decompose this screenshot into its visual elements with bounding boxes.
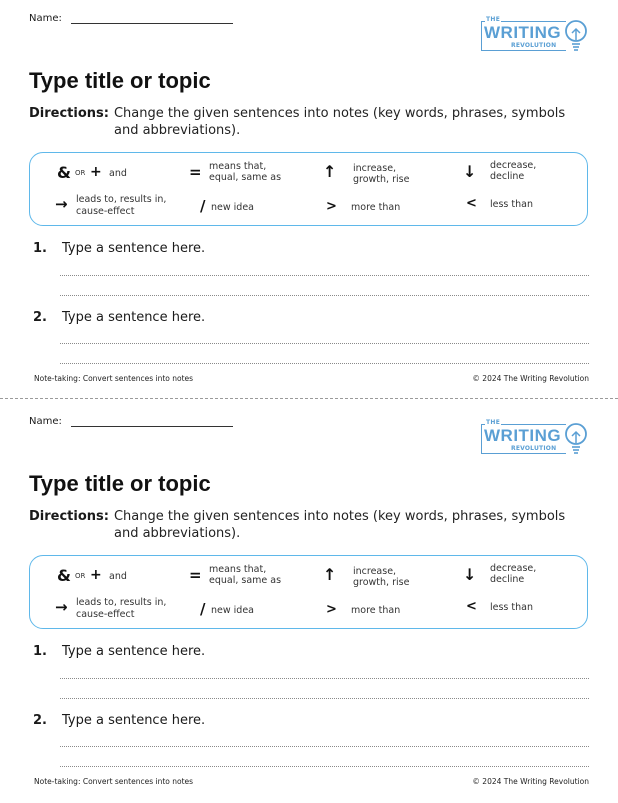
answer-line[interactable]: [60, 698, 589, 699]
ampersand-symbol: &: [57, 163, 71, 182]
directions-label: Directions:: [29, 106, 109, 121]
lightbulb-icon: [564, 19, 588, 53]
more-than-label: more than: [351, 605, 401, 616]
item-number: 1.: [33, 241, 47, 256]
more-than-label: more than: [351, 202, 401, 213]
less-than-label: less than: [490, 602, 533, 613]
plus-symbol: +: [90, 567, 102, 583]
cut-line: [0, 398, 618, 399]
footer-copyright: © 2024 The Writing Revolution: [472, 374, 589, 383]
directions-text: Change the given sentences into notes (key words, phrases, symbols and abbreviations).: [113, 509, 566, 541]
decrease-label-1: decrease,: [490, 563, 537, 574]
equals-label-1: means that,: [209, 564, 267, 575]
decrease-label-2: decline: [490, 171, 525, 182]
answer-line[interactable]: [60, 746, 589, 747]
logo-word: WRITING: [484, 426, 562, 445]
equals-label-1: means that,: [209, 161, 267, 172]
new-idea-label: new idea: [211, 605, 254, 616]
leads-to-label-1: leads to, results in,: [76, 597, 167, 608]
equals-label-2: equal, same as: [209, 172, 282, 183]
item-sentence[interactable]: Type a sentence here.: [62, 713, 206, 728]
sentence-item: [33, 644, 205, 659]
sentence-item: [33, 241, 205, 256]
slash-symbol: /: [200, 600, 206, 618]
plus-symbol: +: [90, 164, 102, 180]
new-idea-label: new idea: [211, 202, 254, 213]
footer-title: Note-taking: Convert sentences into notes: [34, 777, 194, 786]
name-input-line[interactable]: [71, 416, 233, 427]
equals-label-2: equal, same as: [209, 575, 282, 586]
and-label: and: [109, 168, 127, 179]
writing-revolution-logo: [481, 420, 591, 456]
down-arrow-icon: ↓: [463, 162, 477, 181]
leads-to-label-2: cause-effect: [76, 206, 135, 217]
worksheet-bottom: [0, 403, 618, 803]
name-row: [29, 13, 233, 24]
directions: [29, 508, 589, 542]
page-title: Type title or topic: [29, 471, 211, 496]
symbol-key-box: [29, 152, 588, 226]
less-than-symbol: <: [466, 196, 477, 211]
greater-than-symbol: >: [326, 199, 337, 214]
footer-copyright: © 2024 The Writing Revolution: [472, 777, 589, 786]
name-label: Name:: [29, 416, 62, 427]
decrease-label-1: decrease,: [490, 160, 537, 171]
answer-line[interactable]: [60, 766, 589, 767]
item-sentence[interactable]: Type a sentence here.: [62, 644, 206, 659]
right-arrow-icon: →: [55, 195, 68, 213]
logo-word: WRITING: [484, 23, 562, 42]
answer-line[interactable]: [60, 678, 589, 679]
or-label: OR: [75, 169, 86, 177]
footer-title: Note-taking: Convert sentences into notes: [34, 374, 194, 383]
name-input-line[interactable]: [71, 13, 233, 24]
item-number: 2.: [33, 713, 47, 728]
writing-revolution-logo: [481, 17, 591, 53]
logo-sub: REVOLUTION: [511, 445, 557, 452]
greater-than-symbol: >: [326, 602, 337, 617]
name-row: [29, 416, 233, 427]
item-sentence[interactable]: Type a sentence here.: [62, 241, 206, 256]
directions-label: Directions:: [29, 509, 109, 524]
increase-label-2: growth, rise: [353, 577, 410, 588]
directions-text: Change the given sentences into notes (key words, phrases, symbols and abbreviations).: [113, 106, 566, 138]
ampersand-symbol: &: [57, 566, 71, 585]
right-arrow-icon: →: [55, 598, 68, 616]
answer-line[interactable]: [60, 275, 589, 276]
down-arrow-icon: ↓: [463, 565, 477, 584]
page-title: Type title or topic: [29, 68, 211, 93]
answer-line[interactable]: [60, 343, 589, 344]
slash-symbol: /: [200, 197, 206, 215]
logo-sub: REVOLUTION: [511, 42, 557, 49]
less-than-label: less than: [490, 199, 533, 210]
leads-to-label-1: leads to, results in,: [76, 194, 167, 205]
or-label: OR: [75, 572, 86, 580]
less-than-symbol: <: [466, 599, 477, 614]
sentence-item: [33, 713, 205, 728]
item-sentence[interactable]: Type a sentence here.: [62, 310, 206, 325]
worksheet-top: [0, 0, 618, 400]
increase-label-2: growth, rise: [353, 174, 410, 185]
item-number: 2.: [33, 310, 47, 325]
answer-line[interactable]: [60, 295, 589, 296]
equals-symbol: =: [189, 566, 202, 584]
up-arrow-icon: ↑: [323, 565, 337, 584]
equals-symbol: =: [189, 163, 202, 181]
and-label: and: [109, 571, 127, 582]
directions: [29, 105, 589, 139]
logo-the: THE: [486, 16, 501, 23]
logo-the: THE: [486, 419, 501, 426]
symbol-key-box: [29, 555, 588, 629]
name-label: Name:: [29, 13, 62, 24]
answer-line[interactable]: [60, 363, 589, 364]
item-number: 1.: [33, 644, 47, 659]
increase-label-1: increase,: [353, 163, 397, 174]
lightbulb-icon: [564, 422, 588, 456]
increase-label-1: increase,: [353, 566, 397, 577]
decrease-label-2: decline: [490, 574, 525, 585]
up-arrow-icon: ↑: [323, 162, 337, 181]
sentence-item: [33, 310, 205, 325]
leads-to-label-2: cause-effect: [76, 609, 135, 620]
